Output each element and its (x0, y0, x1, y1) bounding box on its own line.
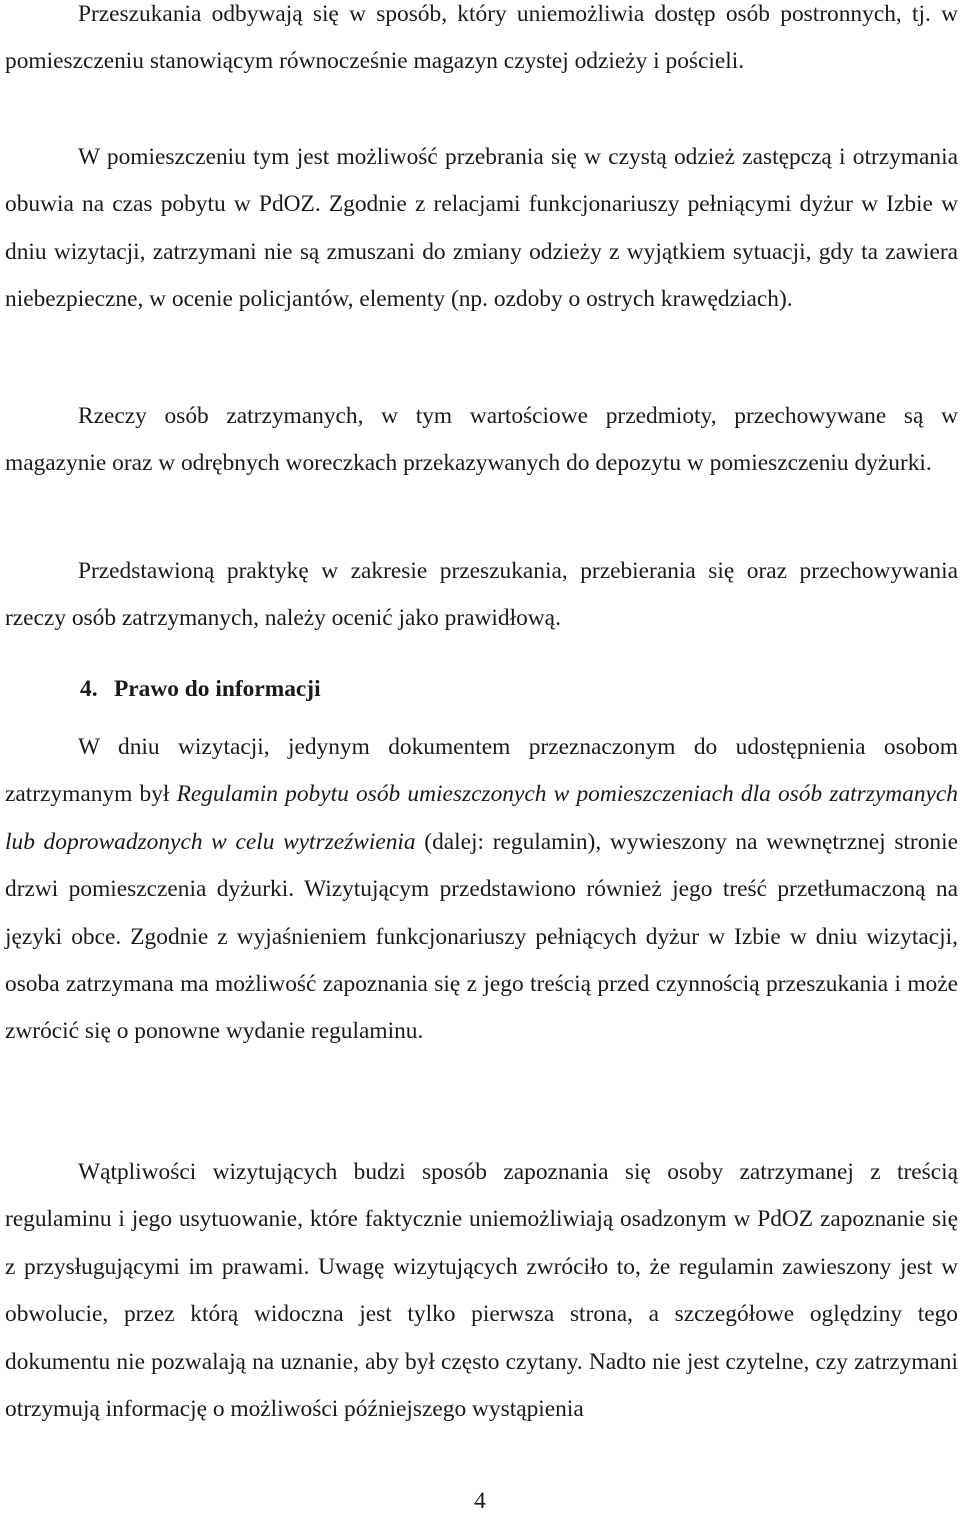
paragraph-regulations-text-end: (dalej: regulamin), wywieszony na wewnętrznej stronie drzwi pomieszczenia dyżurki. Wizytującym przedstawiono również jego treść przetłumaczoną na języki obce. Zgodnie z wyjaśnieniem funkcjonariuszy pełniących dyżur w Izbie w dniu wizytacji, osoba zatrzymana ma możliwość zapoznania się z jego treścią przed czynnością przeszukania i może zwrócić się o ponowne wydanie regulaminu. (5, 828, 958, 1045)
section-heading (80, 666, 321, 713)
regulations-title-italic: Regulamin pobytu osób umieszczonych w pomieszczeniach dla osób zatrzymanych lub doprowadzonych w celu wytrzeźwienia (5, 781, 958, 855)
paragraph-belongings-storage: Rzeczy osób zatrzymanych, w tym wartościowe przedmioty, przechowywane są w magazynie oraz w odrębnych woreczkach przekazywanych do depozytu w pomieszczeniu dyżurki. (5, 403, 958, 477)
page-number: 4 (474, 1488, 486, 1514)
paragraph-clothing-change: W pomieszczeniu tym jest możliwość przebrania się w czystą odzież zastępczą i otrzymania obuwia na czas pobytu w PdOZ. Zgodnie z relacjami funkcjonariuszy pełniącymi dyżur w Izbie w dniu wizytacji, zatrzymani nie są zmuszani do zmiany odzieży z wyjątkiem sytuacji, gdy ta zawiera niebezpieczne, w ocenie policjantów, elementy (np. ozdoby o ostrych krawędziach). (5, 144, 958, 313)
paragraph-regulations-doubts: Wątpliwości wizytujących budzi sposób zapoznania się osoby zatrzymanej z treścią regulaminu i jego usytuowanie, które faktycznie uniemożliwiają osadzonym w PdOZ zapoznanie się z przysługującymi im prawami. Uwagę wizytujących zwróciło to, że regulamin zawieszony jest w obwolucie, przez którą widoczna jest tylko pierwsza strona, a szczegółowe oględziny tego dokumentu nie pozwalają na uznanie, aby był często czytany. Nadto nie jest czytelne, czy zatrzymani otrzymują informację o możliwości późniejszego wystąpienia (5, 1159, 958, 1423)
section-title: Prawo do informacji (114, 676, 321, 702)
paragraph-practice-assessment: Przedstawioną praktykę w zakresie przeszukania, przebierania się oraz przechowywania rzeczy osób zatrzymanych, należy ocenić jako prawidłową. (5, 558, 958, 632)
paragraph-regulations-text-start: W dniu wizytacji, jedynym dokumentem przeznaczonym do udostępnienia osobom zatrzymanym był (5, 734, 958, 808)
paragraph-search-procedure: Przeszukania odbywają się w sposób, który uniemożliwia dostęp osób postronnych, tj. w pomieszczeniu stanowiącym równocześnie magazyn czystej odzieży i pościeli. (5, 1, 958, 75)
paragraph-regulations-info (5, 724, 958, 1056)
section-number: 4. (80, 676, 98, 702)
